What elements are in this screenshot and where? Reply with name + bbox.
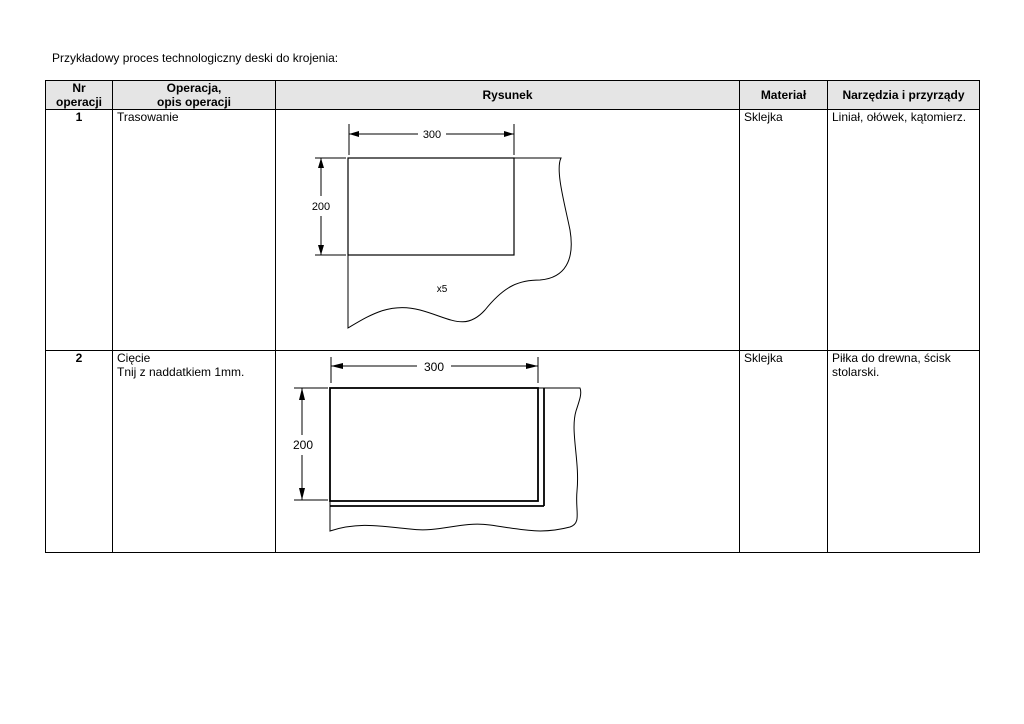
operation-description: Tnij z naddatkiem 1mm. <box>117 365 245 379</box>
table-row <box>46 110 980 351</box>
arrow-head <box>349 131 359 137</box>
header-tools: Narzędzia i przyrządy <box>828 81 980 110</box>
header-row <box>46 81 980 110</box>
plywood-outline <box>348 158 571 328</box>
operation-cell <box>113 110 276 351</box>
header-operation-line1: Operacja, <box>166 81 222 95</box>
tools-cell: Liniał, ołówek, kątomierz. <box>828 110 980 351</box>
operation-name: Cięcie <box>117 351 151 365</box>
arrow-head <box>299 388 305 400</box>
header-nr-line2: operacji <box>55 95 103 109</box>
marked-rectangle <box>348 158 514 255</box>
header-drawing: Rysunek <box>276 81 740 110</box>
table-row <box>46 351 980 553</box>
arrow-head <box>299 488 305 500</box>
arrow-head <box>504 131 514 137</box>
marking-drawing <box>280 110 743 350</box>
row-number: 2 <box>46 351 113 553</box>
arrow-head <box>526 363 538 369</box>
multiplier-note: x5 <box>436 284 448 295</box>
operation-name: Trasowanie <box>117 110 179 124</box>
operation-cell <box>113 351 276 553</box>
width-dimension-label: 300 <box>423 360 445 374</box>
arrow-head <box>318 245 324 255</box>
drawing-cell <box>276 110 740 351</box>
header-nr-line1: Nr <box>72 81 86 95</box>
header-material: Materiał <box>740 81 828 110</box>
tools-cell: Piłka do drewna, ścisk stolarski. <box>828 351 980 553</box>
header-operation-line2: opis operacji <box>156 95 232 109</box>
process-table <box>45 80 980 553</box>
intro-text: Przykładowy proces technologiczny deski do krojenia: <box>52 51 339 65</box>
header-operation <box>113 81 276 110</box>
drawing-cell <box>276 351 740 553</box>
height-dimension-label: 200 <box>292 438 314 452</box>
width-dimension-label: 300 <box>422 129 442 141</box>
cutting-drawing <box>280 351 743 552</box>
header-nr <box>46 81 113 110</box>
arrow-head <box>331 363 343 369</box>
arrow-head <box>318 158 324 168</box>
row-number: 1 <box>46 110 113 351</box>
height-dimension-label: 200 <box>311 201 331 213</box>
material-cell: Sklejka <box>740 351 828 553</box>
cut-rectangle <box>330 388 538 501</box>
material-cell: Sklejka <box>740 110 828 351</box>
